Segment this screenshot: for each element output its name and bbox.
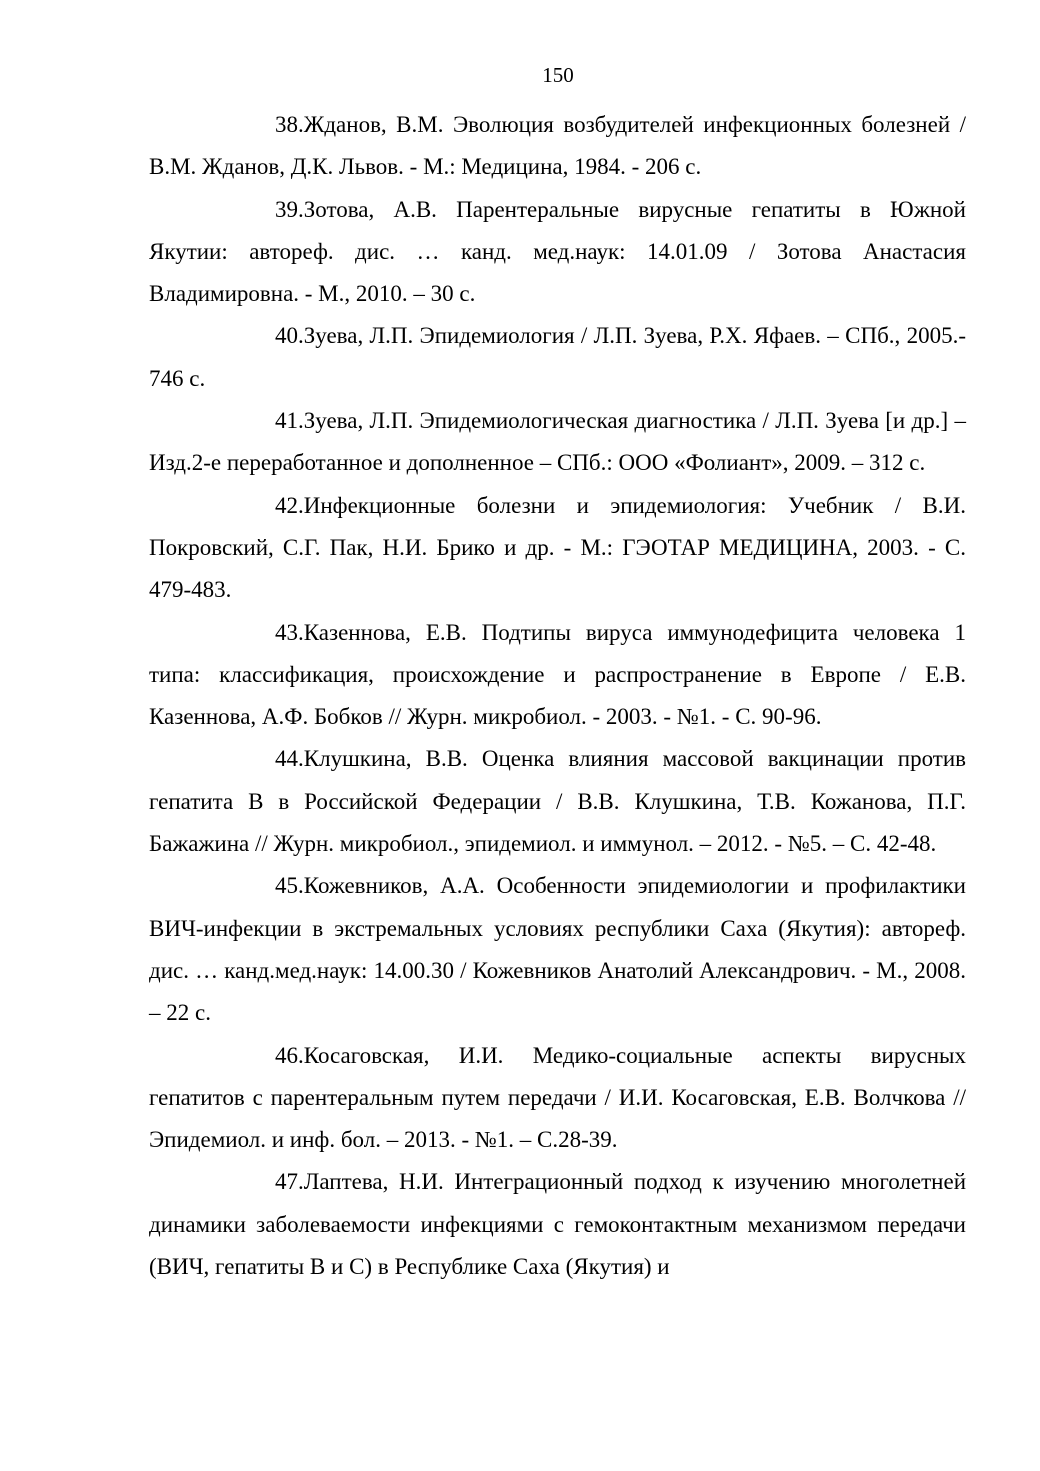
reference-item xyxy=(149,189,966,316)
reference-item xyxy=(149,612,966,739)
reference-item xyxy=(149,865,966,1034)
reference-item xyxy=(149,315,966,400)
reference-number: 40. xyxy=(275,323,304,349)
reference-item xyxy=(149,1035,966,1162)
reference-text: Зуева, Л.П. Эпидемиология / Л.П. Зуева, Р.Х. Яфаев. – СПб., 2005.- 746 с. xyxy=(149,323,966,391)
reference-text: Лаптева, Н.И. Интеграционный подход к изучению многолетней динамики заболеваемости инфекциями с гемоконтактным механизмом передачи (ВИЧ, гепатиты В и С) в Республике Саха (Якутия) и xyxy=(149,1169,966,1280)
reference-text: Жданов, В.М. Эволюция возбудителей инфекционных болезней / В.М. Жданов, Д.К. Львов. - М.: Медицина, 1984. - 206 с. xyxy=(149,112,966,180)
reference-text: Зуева, Л.П. Эпидемиологическая диагностика / Л.П. Зуева [и др.] – Изд.2-е переработанное и дополненное – СПб.: ООО «Фолиант», 2009. – 312 с. xyxy=(149,408,966,476)
reference-number: 45. xyxy=(275,873,304,899)
reference-item xyxy=(149,738,966,865)
reference-text: Инфекционные болезни и эпидемиология: Учебник / В.И. Покровский, С.Г. Пак, Н.И. Брико и др. - М.: ГЭОТАР МЕДИЦИНА, 2003. - С. 479-483. xyxy=(149,492,966,603)
reference-text: Кожевников, А.А. Особенности эпидемиологии и профилактики ВИЧ-инфекции в экстремальных условиях республики Саха (Якутия): автореф. дис. … канд.мед.наук: 14.00.30 / Кожевников Анатолий Александрович. - М., 2008. – 22 с. xyxy=(149,873,966,1026)
reference-number: 42. xyxy=(275,492,304,518)
reference-number: 44. xyxy=(275,746,304,772)
reference-number: 46. xyxy=(275,1042,304,1068)
reference-item xyxy=(149,104,966,189)
reference-item xyxy=(149,485,966,612)
reference-number: 43. xyxy=(275,619,304,645)
reference-item xyxy=(149,1161,966,1288)
reference-text: Казеннова, Е.В. Подтипы вируса иммунодефицита человека 1 типа: классификация, происхождение и распространение в Европе / Е.В. Казеннова, А.Ф. Бобков // Журн. микробиол. - 2003. - №1. - С. 90-96. xyxy=(149,619,966,730)
reference-text: Зотова, А.В. Парентеральные вирусные гепатиты в Южной Якутии: автореф. дис. … канд. мед.наук: 14.01.09 / Зотова Анастасия Владимировна. - М., 2010. – 30 с. xyxy=(149,196,966,307)
reference-number: 39. xyxy=(275,196,304,222)
reference-number: 47. xyxy=(275,1169,304,1195)
reference-number: 41. xyxy=(275,408,304,434)
reference-list xyxy=(149,104,966,1288)
reference-number: 38. xyxy=(275,112,304,137)
reference-text: Клушкина, В.В. Оценка влияния массовой вакцинации против гепатита В в Российской Федерации / В.В. Клушкина, Т.В. Кожанова, П.Г. Бажажина // Журн. микробиол., эпидемиол. и иммунол. – 2012. - №5. – С. 42-48. xyxy=(149,746,966,857)
reference-text: Косаговская, И.И. Медико-социальные аспекты вирусных гепатитов с парентеральным путем передачи / И.И. Косаговская, Е.В. Волчкова // Эпидемиол. и инф. бол. – 2013. - №1. – С.28-39. xyxy=(149,1042,966,1153)
reference-item xyxy=(149,400,966,485)
page-number: 150 xyxy=(542,63,574,87)
